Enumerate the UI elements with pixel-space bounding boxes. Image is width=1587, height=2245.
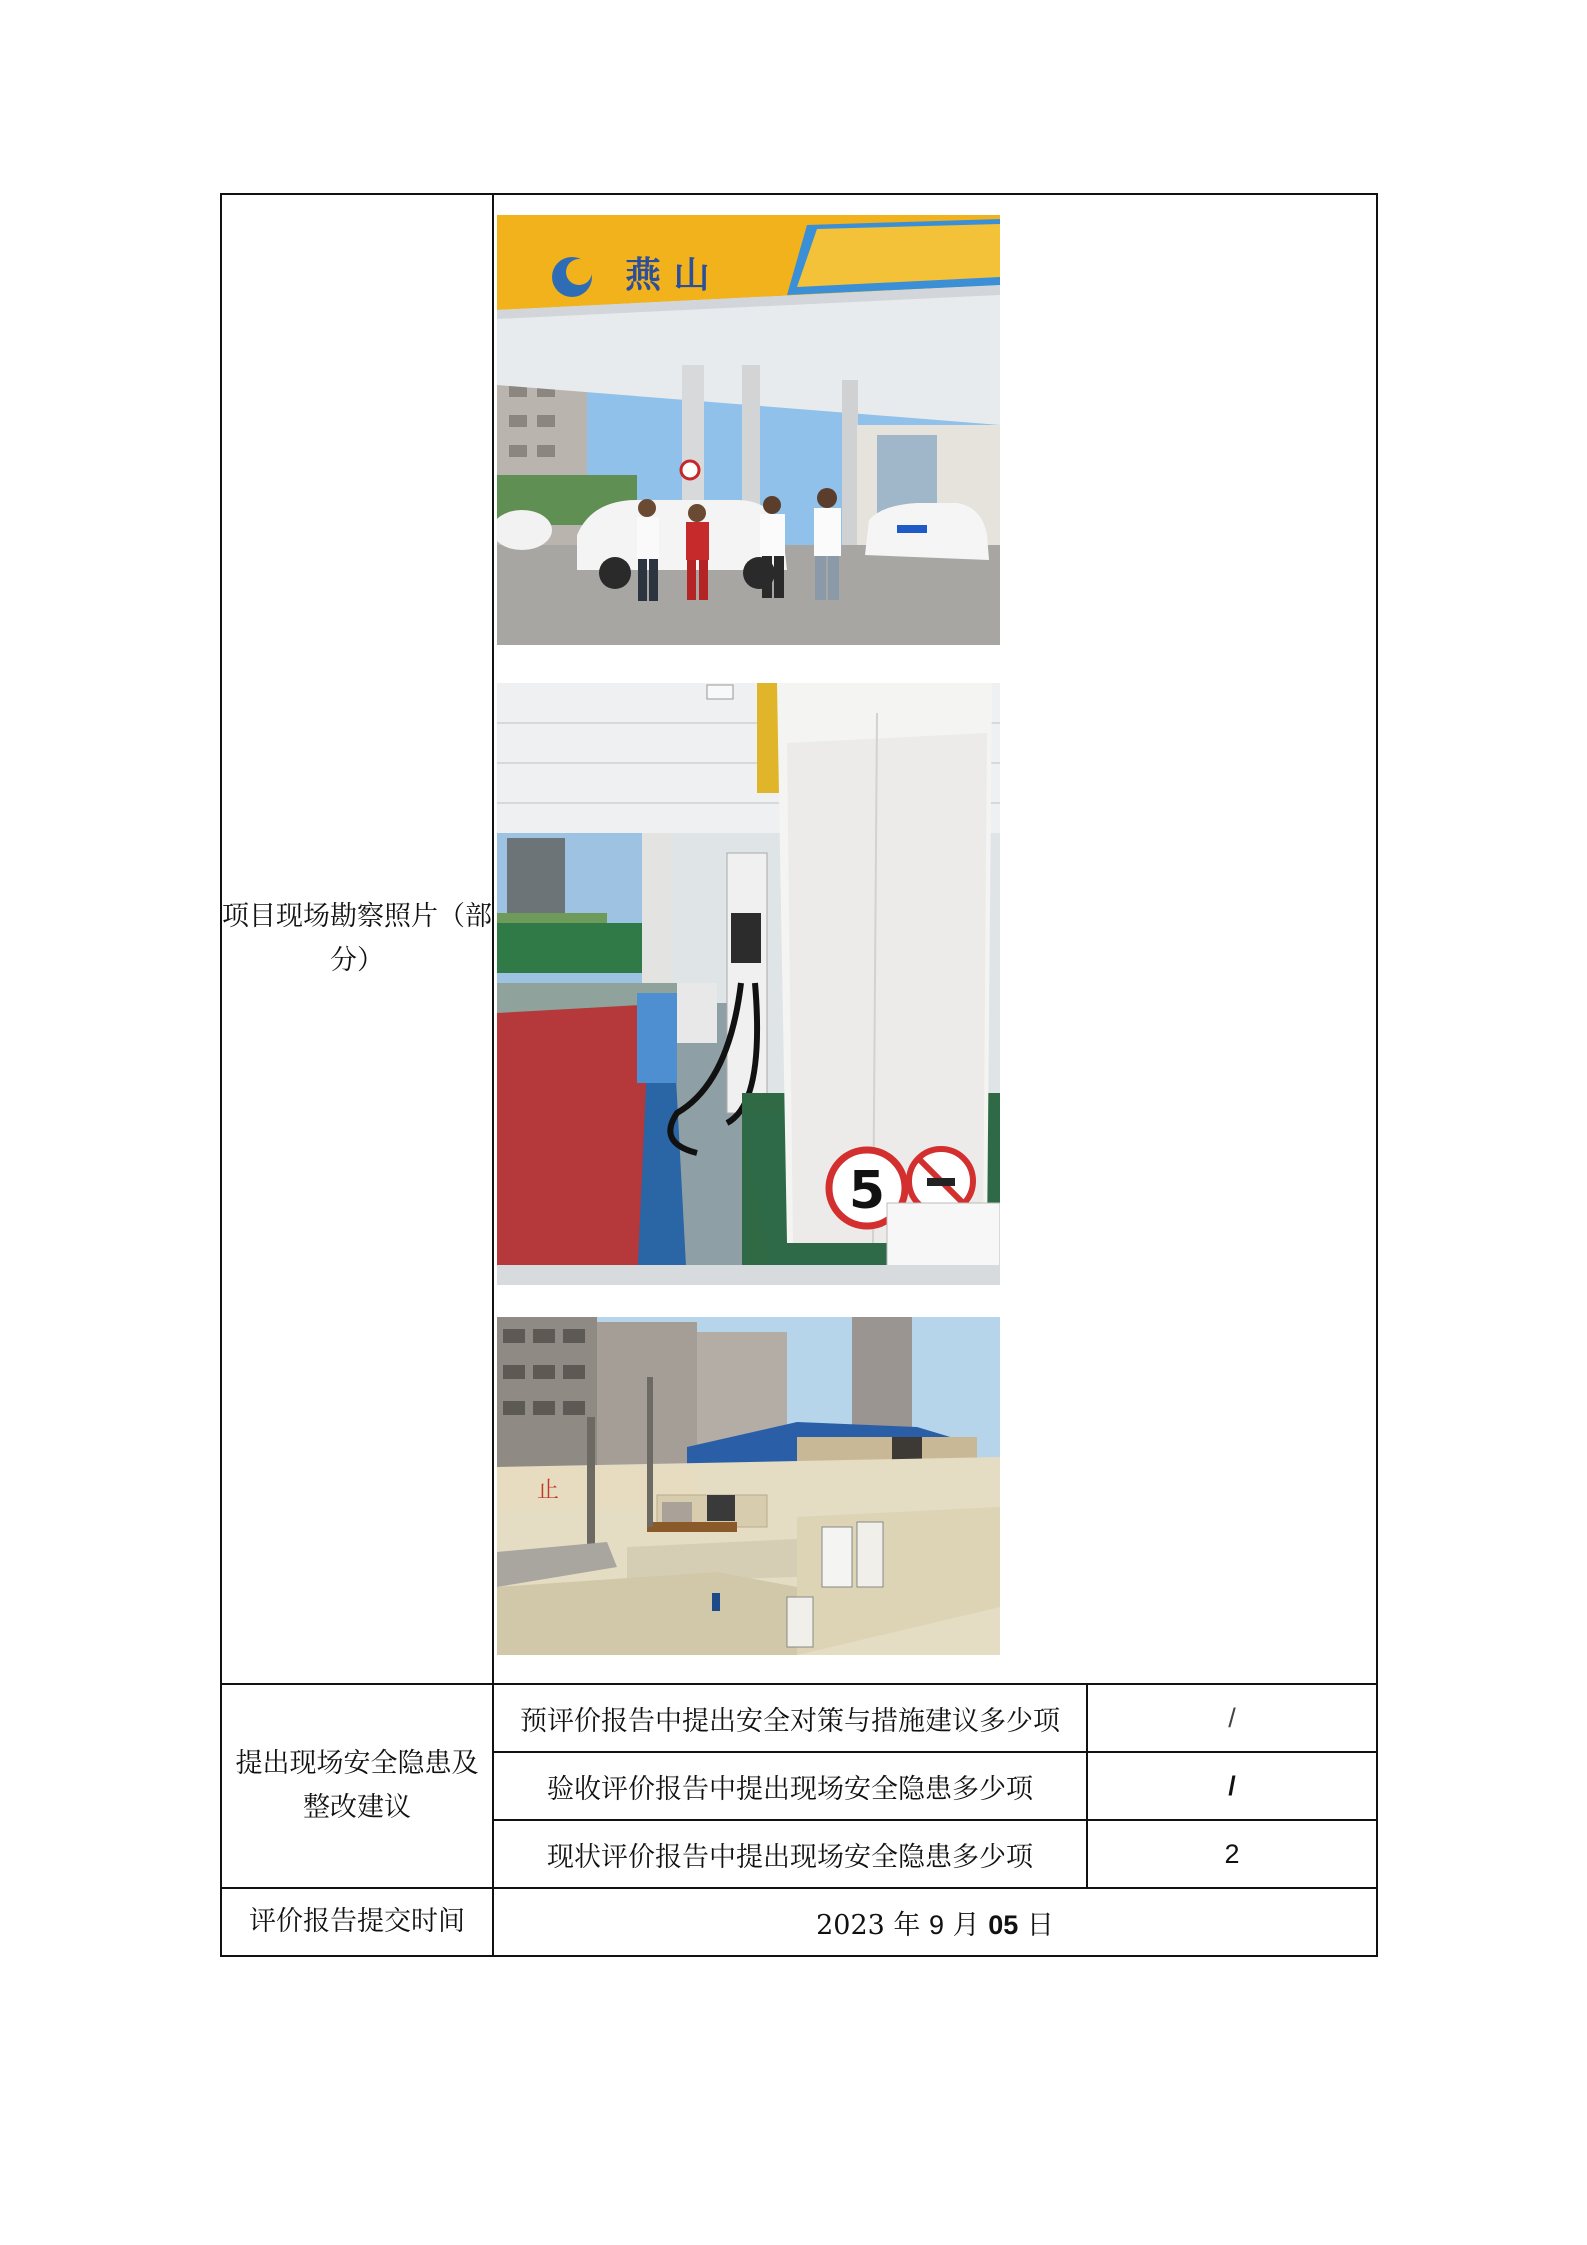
speed-limit-sign-number: 5 xyxy=(848,1161,886,1221)
pre-evaluation-question: 预评价报告中提出安全对策与措施建议多少项 xyxy=(493,1684,1087,1752)
hazards-label-text: 提出现场安全隐患及整改建议 xyxy=(235,1748,479,1823)
hazards-row-1 xyxy=(221,1684,1377,1752)
submission-label: 评价报告提交时间 xyxy=(221,1888,493,1956)
submission-row xyxy=(221,1888,1377,1956)
acceptance-evaluation-answer: / xyxy=(1087,1752,1377,1820)
acceptance-evaluation-question: 验收评价报告中提出现场安全隐患多少项 xyxy=(493,1752,1087,1820)
photos-row xyxy=(221,194,1377,1684)
submission-date xyxy=(493,1888,1377,1956)
gas-station-canopy-photo xyxy=(497,215,1000,645)
status-evaluation-answer: 2 xyxy=(1087,1820,1377,1888)
date-month: 9 xyxy=(929,1909,945,1940)
evaluation-info-table xyxy=(220,193,1378,1957)
date-year-unit: 年 xyxy=(893,1909,921,1941)
photos-label xyxy=(221,194,493,1684)
date-day-unit: 日 xyxy=(1026,1909,1054,1941)
canopy-sign-text: 燕 山 xyxy=(625,255,710,296)
photos-cell xyxy=(493,194,1377,1684)
photos-label-text: 项目现场勘察照片（部分） xyxy=(222,901,492,976)
svg-text:止: 止 xyxy=(537,1478,560,1503)
date-day: 05 xyxy=(988,1909,1019,1940)
date-year: 2023 xyxy=(816,1909,885,1941)
pre-evaluation-answer: / xyxy=(1087,1684,1377,1752)
fuel-dispenser-island-photo xyxy=(497,683,1000,1285)
hazards-label xyxy=(221,1684,493,1888)
date-month-unit: 月 xyxy=(952,1909,980,1941)
status-evaluation-question: 现状评价报告中提出现场安全隐患多少项 xyxy=(493,1820,1087,1888)
tank-area-construction-photo xyxy=(497,1317,1000,1655)
